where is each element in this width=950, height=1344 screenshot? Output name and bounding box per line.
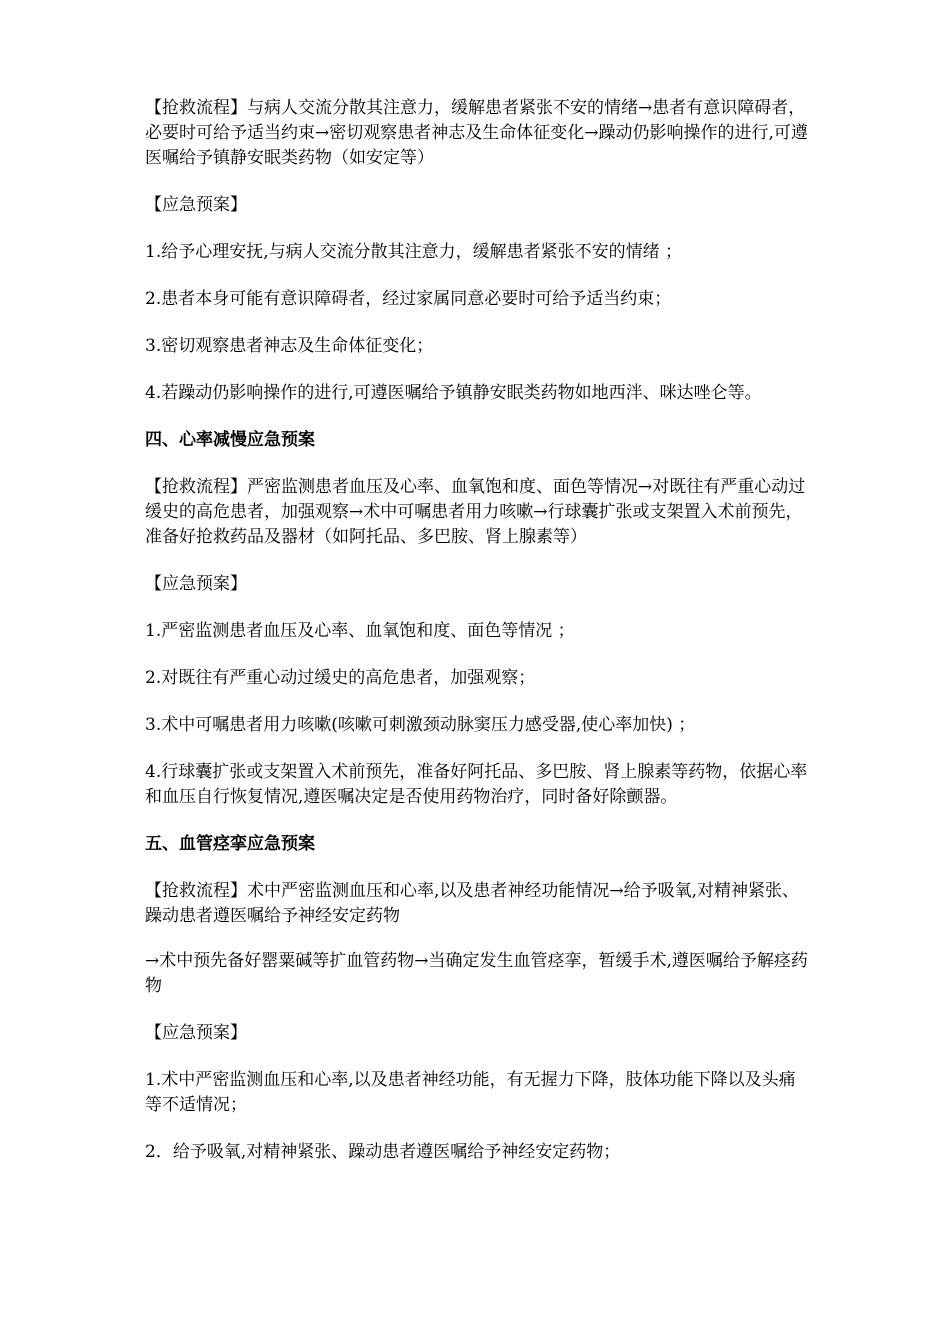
plan-item: 2.对既往有严重心动过缓史的高危患者，加强观察；: [145, 668, 536, 688]
plan-item: 4.若躁动仍影响操作的进行,可遵医嘱给予镇静安眠类药物如地西泮、咪达唑仑等。: [145, 383, 762, 403]
rescue-flow-bradycardia: 【抢救流程】严密监测患者血压及心率、血氧饱和度、面色等情况→对既往有严重心动过缓史的高危患者，加强观察→术中可嘱患者用力咳嗽→行球囊扩张或支架置入术前预先，准备好抢救药品及器材（如阿托品、多巴胺、肾上腺素等）: [145, 477, 806, 547]
plan-item: 4.行球囊扩张或支架置入术前预先，准备好阿托品、多巴胺、肾上腺素等药物，依据心率和血压自行恢复情况,遵医嘱决定是否使用药物治疗，同时备好除颤器。: [145, 762, 808, 807]
plan-item: 1.严密监测患者血压及心率、血氧饱和度、面色等情况 ；: [145, 621, 575, 641]
plan-item: 3.密切观察患者神志及生命体征变化；: [145, 336, 434, 356]
rescue-flow-vasospasm: 【抢救流程】术中严密监测血压和心率,以及患者神经功能情况→给予吸氧,对精神紧张、躁动患者遵医嘱给予神经安定药物: [145, 881, 800, 926]
section-heading-bradycardia: 四、心率减慢应急预案: [145, 430, 315, 450]
rescue-flow-agitation: 【抢救流程】与病人交流分散其注意力，缓解患者紧张不安的情绪→患者有意识障碍者，必要时可给予适当约束→密切观察患者神志及生命体征变化→躁动仍影响操作的进行,可遵医嘱给予镇静安眠类药物（如安定等）: [145, 98, 808, 168]
section-heading-vasospasm: 五、血管痉挛应急预案: [145, 834, 315, 854]
plan-item: 2.患者本身可能有意识障碍者，经过家属同意必要时可给予适当约束；: [145, 289, 672, 309]
plan-item: 1.给予心理安抚,与病人交流分散其注意力，缓解患者紧张不安的情绪 ；: [145, 242, 683, 262]
rescue-flow-vasospasm-continued: →术中预先备好罂粟碱等扩血管药物→当确定发生血管痉挛，暂缓手术,遵医嘱给予解痉药物: [145, 951, 808, 996]
emergency-plan-label: 【应急预案】: [145, 195, 247, 215]
plan-item: 3.术中可嘱患者用力咳嗽(咳嗽可刺激颈动脉窦压力感受器,使心率加快) ；: [145, 715, 696, 735]
plan-item: 1.术中严密监测血压和心率,以及患者神经功能，有无握力下降，肢体功能下降以及头痛等不适情况；: [145, 1070, 796, 1115]
emergency-plan-label: 【应急预案】: [145, 574, 247, 594]
document-body: [145, 96, 810, 1187]
emergency-plan-label: 【应急预案】: [145, 1023, 247, 1043]
plan-item: 2．给予吸氧,对精神紧张、躁动患者遵医嘱给予神经安定药物；: [145, 1142, 621, 1162]
